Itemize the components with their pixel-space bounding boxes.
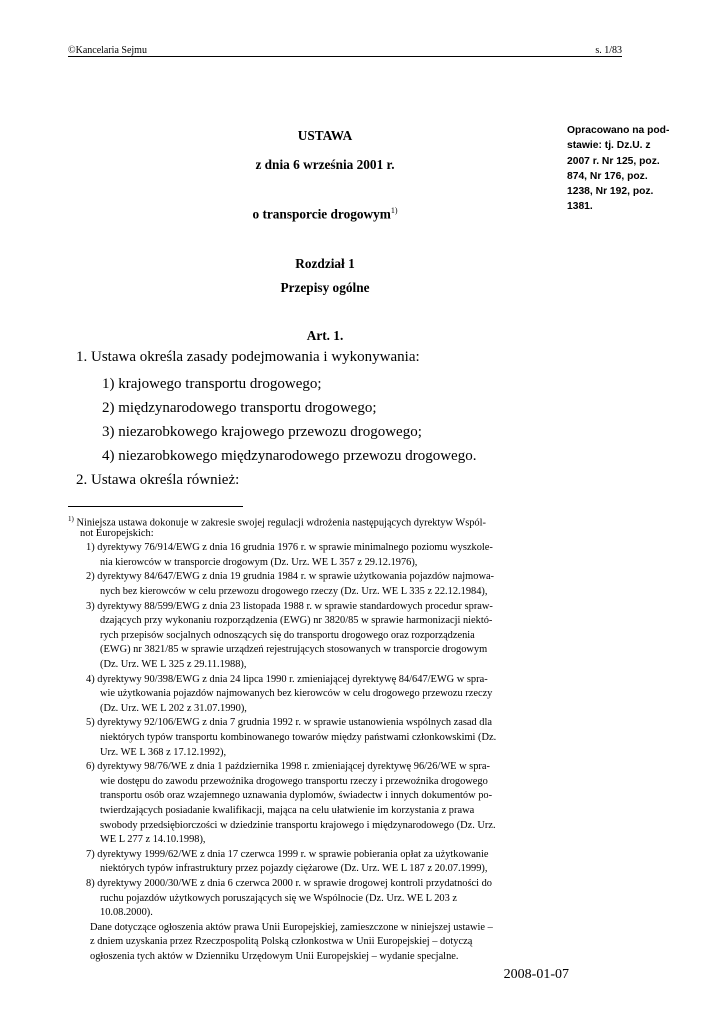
footnote-line-text: ogłoszenia tych aktów w Dzienniku Urzędowym Unii Europejskiej – wydanie specjalne.	[90, 951, 459, 962]
footnote-line-text: nych bez kierowców w celu przewozu drogowego rzeczy (Dz. Urz. WE L 335 z 22.12.1984),	[100, 586, 488, 597]
footnote-line	[100, 819, 496, 834]
footnote-line-text: 6) dyrektywy 98/76/WE z dnia 1 października 1998 r. zmieniającej dyrektywę 96/26/WE w spra-	[86, 761, 490, 773]
footnote-line	[100, 789, 492, 804]
footnote-line	[100, 862, 488, 877]
footer-date: 2008-01-07	[503, 967, 569, 982]
act-title-text: o transporcie drogowym	[252, 206, 391, 222]
footnote-line	[100, 892, 457, 907]
act-date: z dnia 6 września 2001 r.	[255, 157, 395, 172]
footnote-line	[100, 775, 488, 790]
footnote-line	[100, 556, 417, 571]
footnote-line	[90, 921, 493, 936]
article-item: 4) niezarobkowego międzynarodowego przewozu drogowego.	[102, 448, 477, 464]
footnote-rule	[68, 506, 243, 507]
footnote-line	[86, 716, 492, 731]
act-type: USTAWA	[297, 128, 353, 143]
footnote-line	[100, 687, 492, 702]
footnote-line-text: WE L 277 z 14.10.1998),	[100, 834, 206, 846]
article-item: 1) krajowego transportu drogowego;	[102, 376, 322, 392]
article-item: 2) międzynarodowego transportu drogowego;	[102, 400, 377, 416]
article-label: Art. 1.	[306, 328, 344, 343]
footnote-line-text: 8) dyrektywy 2000/30/WE z dnia 6 czerwca 2000 r. w sprawie drogowej kontroli przydatności do	[86, 878, 492, 889]
footnote-line	[86, 673, 488, 688]
footnote-line-text: 4) dyrektywy 90/398/EWG z dnia 24 lipca 1990 r. zmieniającej dyrektywę 84/647/EWG w spra-	[86, 673, 488, 685]
article-item: 3) niezarobkowego krajowego przewozu drogowego;	[102, 424, 422, 440]
footnote-line-text: ruchu pojazdów użytkowych poruszających się we Wspólnocie (Dz. Urz. WE L 203 z	[100, 892, 458, 904]
footnote-line	[100, 906, 153, 921]
footnote-line	[100, 658, 247, 673]
footnote-line-text: swobody przedsiębiorczości w dziedzinie transportu krajowego i międzynarodowego (Dz. Urz.	[100, 819, 496, 831]
footnote-line	[100, 629, 475, 644]
act-title	[170, 206, 480, 222]
footnote-line-text: wie użytkowania pojazdów najmowanych bez kierowców w celu drogowego przewozu rzeczy	[100, 688, 493, 700]
article-paragraph-1: 1. Ustawa określa zasady podejmowania i wykonywania:	[76, 349, 420, 365]
footnote-line	[86, 600, 493, 615]
footnote-line-text: niektórych typów transportu kombinowanego towarów między państwami członkowskimi (Dz.	[100, 732, 497, 743]
footnote-line-text: 1) dyrektywy 76/914/EWG z dnia 16 grudnia 1976 r. w sprawie minimalnego poziomu wyszkole-	[86, 542, 493, 554]
footnote-line-text: 2) dyrektywy 84/647/EWG z dnia 19 grudnia 1984 r. w sprawie użytkowania pojazdów najmowa-	[86, 571, 495, 583]
chapter-label: Rozdział 1	[295, 256, 355, 271]
footnote-line-text: 5) dyrektywy 92/106/EWG z dnia 7 grudnia 1992 r. w sprawie ustanowienia wspólnych zasad dla	[86, 717, 493, 729]
footnote-line	[90, 950, 458, 965]
footnote-line-text: niektórych typów infrastruktury przez pojazdy ciężarowe (Dz. Urz. WE L 187 z 20.07.1999),	[100, 863, 488, 875]
article-paragraph-2: 2. Ustawa określa również:	[76, 472, 240, 488]
footnote-line-text: Urz. WE L 368 z 17.12.1992),	[100, 746, 227, 758]
footnote-line-text: 3) dyrektywy 88/599/EWG z dnia 23 listopada 1988 r. w sprawie standardowych procedur spraw-	[86, 600, 493, 612]
footnote-line-text: (Dz. Urz. WE L 325 z 29.11.1988),	[100, 659, 247, 670]
footnote-line-text: Niniejsza ustawa dokonuje w zakresie swojej regulacji wdrożenia następujących dyrektyw Wspól-	[76, 517, 486, 529]
footnote-ref: 1)	[390, 206, 398, 215]
page-number: s. 1/83	[595, 45, 622, 56]
footnote-line	[100, 614, 492, 629]
footnote-line	[86, 570, 494, 585]
footnote-line	[100, 731, 496, 746]
footnote-line-text: twierdzających posiadanie kwalifikacji, mająca na celu ułatwienie im korzystania z prawa	[100, 805, 475, 816]
footnote-line-text: wie dostępu do zawodu przewoźnika drogowego transportu rzeczy i przewoźnika drogowego	[100, 775, 488, 787]
footnote-line-text: dzających przy wykonaniu rozporządzenia (EWG) nr 3820/85 w sprawie harmonizacji niektó-	[100, 615, 493, 627]
footnote-mark: 1)	[68, 515, 74, 523]
footnote-line	[100, 804, 474, 819]
footnote-line	[100, 746, 226, 761]
footnote-line	[100, 643, 487, 658]
footnote-line	[86, 760, 490, 775]
footnote-line	[86, 541, 493, 556]
footnote-line	[90, 935, 472, 950]
header-publisher: ©Kancelaria Sejmu	[68, 45, 147, 56]
footnote-line	[100, 702, 247, 717]
footnote-line-text: nia kierowców w transporcie drogowym (Dz. Urz. WE L 357 z 29.12.1976),	[100, 556, 418, 568]
footnote-line-text: not Europejskich:	[80, 527, 154, 539]
footnote-line-text: (EWG) nr 3821/85 w sprawie urządzeń rejestrujących stosowanych w transporcie drogowym	[100, 644, 488, 656]
footnote-line-text: transportu osób oraz wzajemnego uznawania dyplomów, świadectw i innych dokumentów po-	[100, 790, 493, 802]
footnote-line	[86, 848, 489, 863]
footnote-line-text: (Dz. Urz. WE L 202 z 31.07.1990),	[100, 702, 247, 714]
footnote-line-text: Dane dotyczące ogłoszenia aktów prawa Unii Europejskiej, zamieszczone w niniejszej ustawie –	[90, 921, 493, 933]
footnote-line	[80, 527, 154, 542]
footnote-line	[100, 585, 487, 600]
header-rule	[68, 56, 622, 57]
footnote-line-text: 7) dyrektywy 1999/62/WE z dnia 17 czerwca 1999 r. w sprawie pobierania opłat za użytkowanie	[86, 848, 489, 860]
footnote-line-text: z dniem uzyskania przez Rzeczpospolitą Polską członkostwa w Unii Europejskiej – dotyczą	[90, 936, 473, 948]
chapter-name: Przepisy ogólne	[280, 280, 370, 295]
source-note: Opracowano na pod- stawie: tj. Dz.U. z 2007 r. Nr 125, poz. 874, Nr 176, poz. 1238, Nr 192, poz. 1381.	[567, 125, 670, 213]
footnote-line	[100, 833, 206, 848]
footnote-line-text: 10.08.2000).	[100, 907, 153, 919]
footnote-line	[86, 877, 492, 892]
footnote-line-text: rych przepisów socjalnych odnoszących się do transportu drogowego oraz rozporządzenia	[100, 629, 475, 641]
